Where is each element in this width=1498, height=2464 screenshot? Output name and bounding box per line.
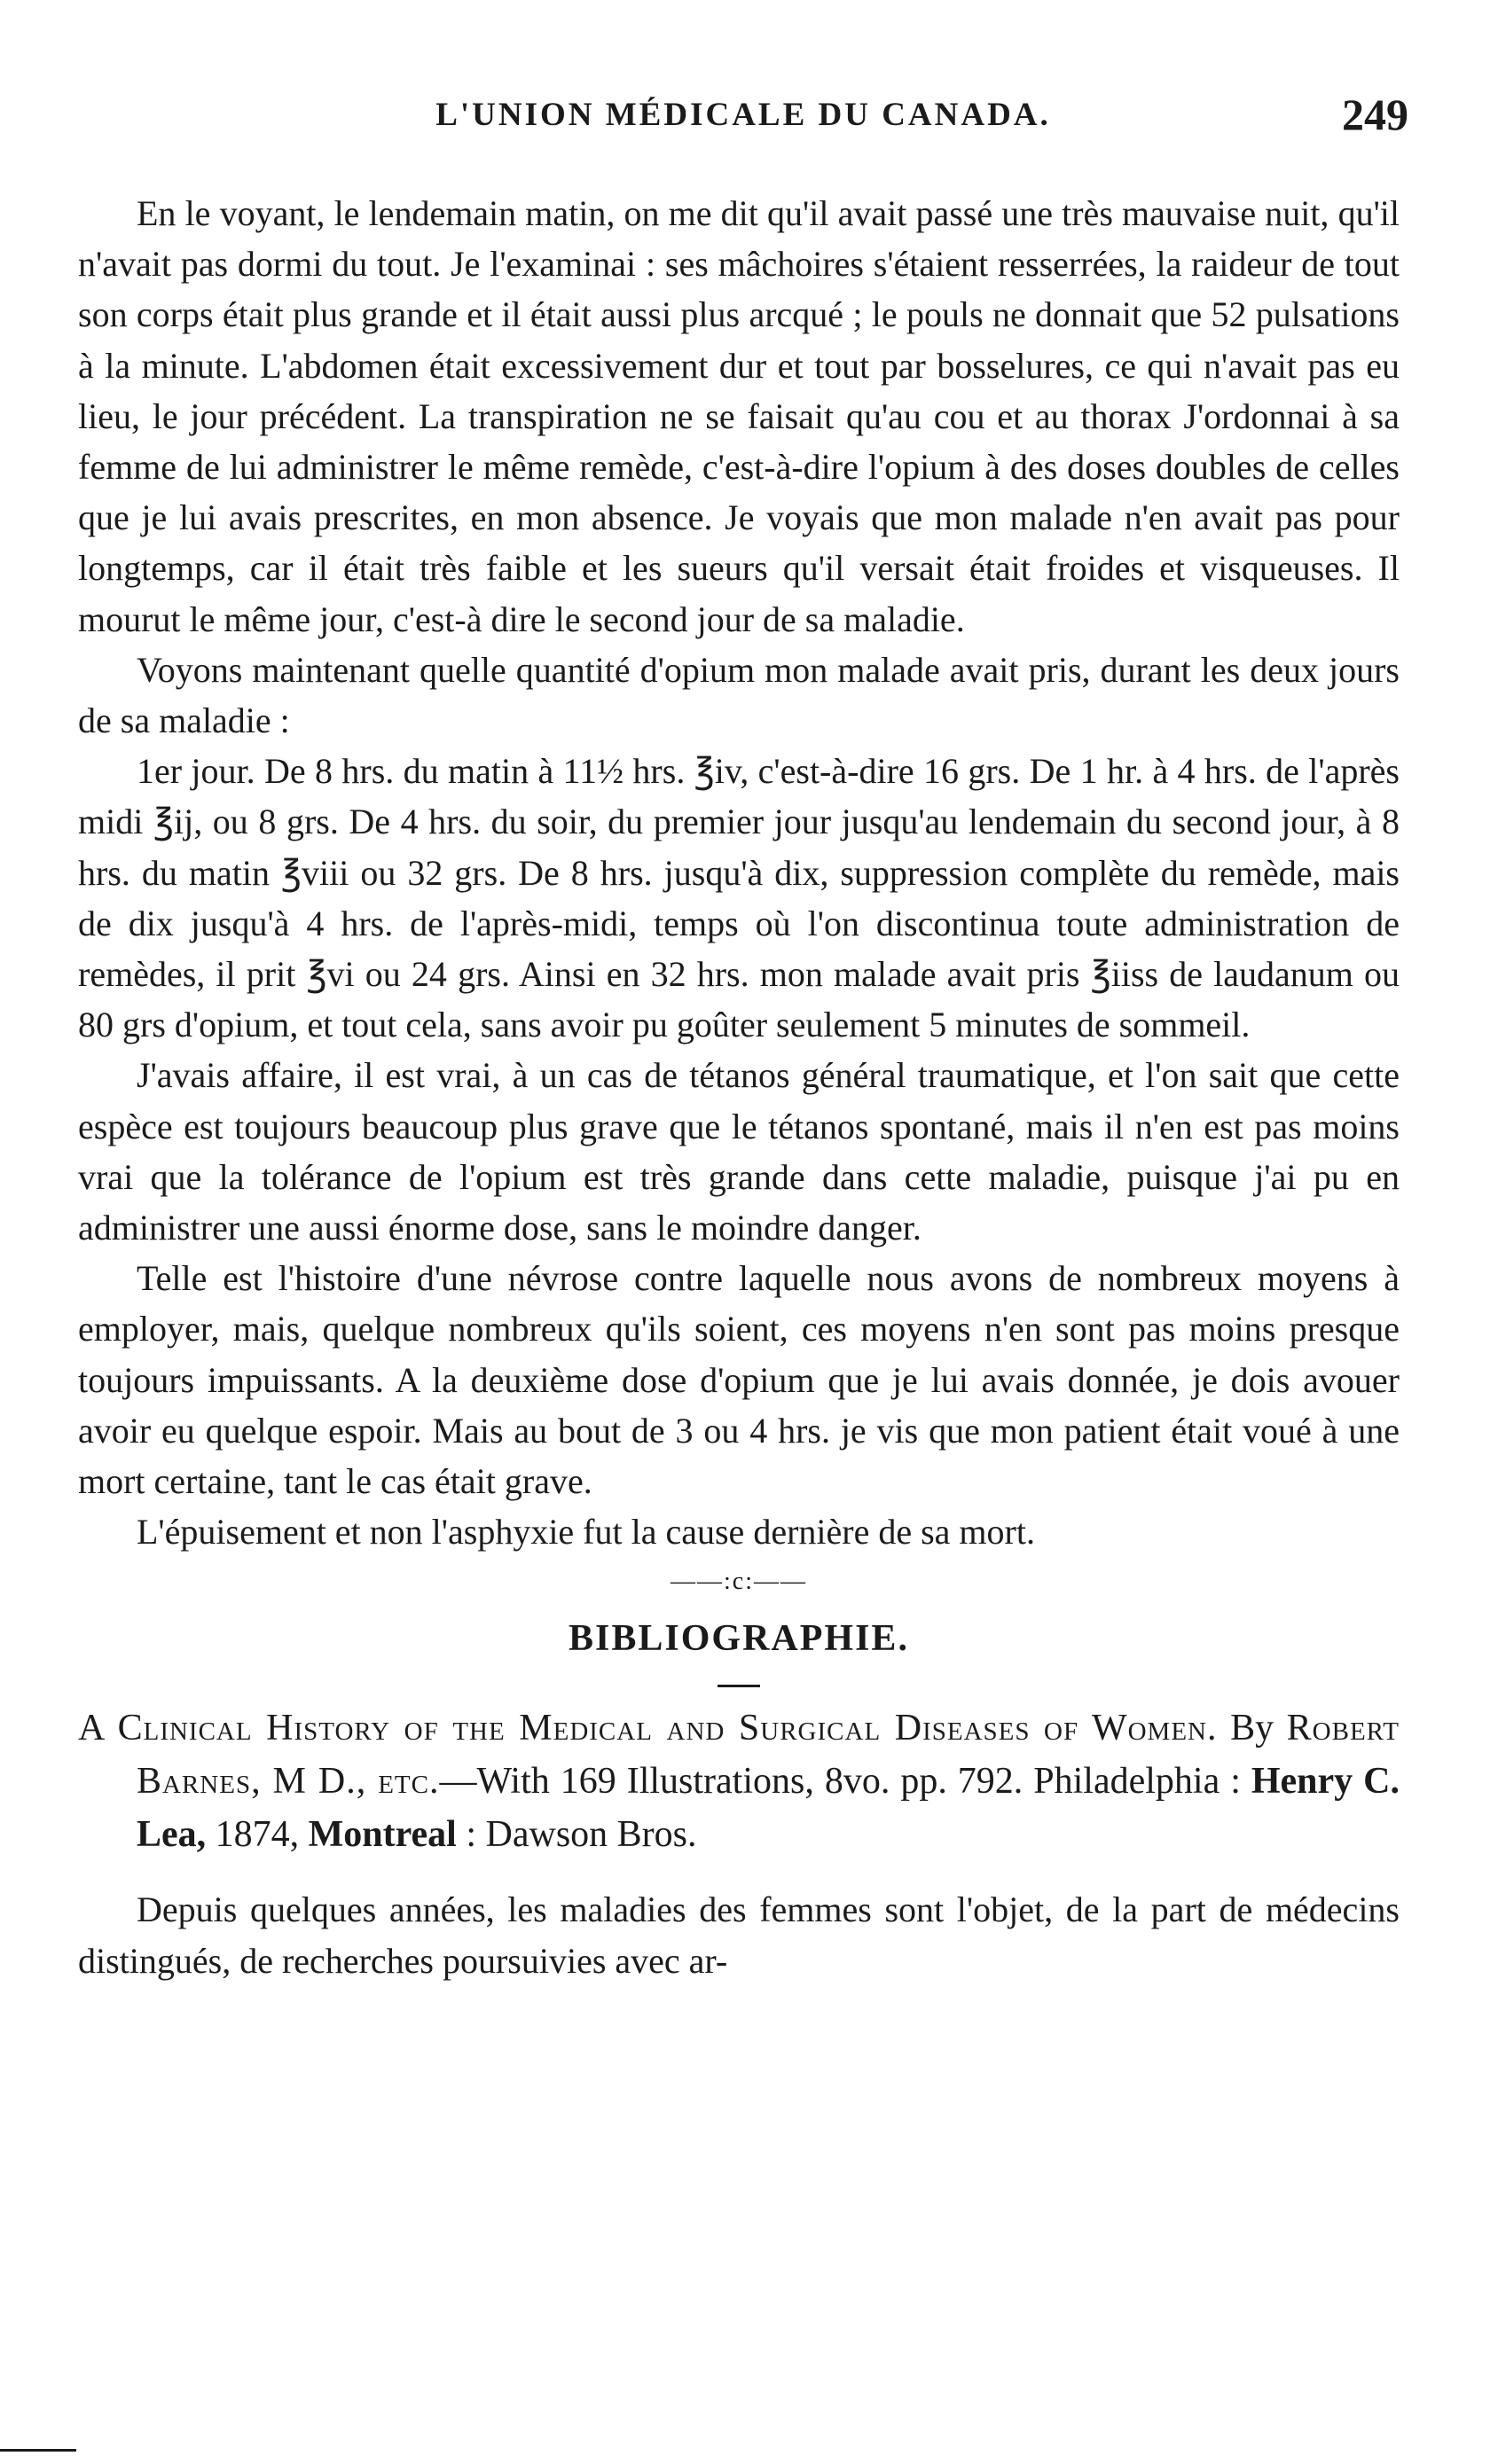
bibliography-entry bbox=[78, 1701, 1400, 1861]
section-heading-bibliography: BIBLIOGRAPHIE. bbox=[569, 1618, 909, 1660]
heading-rule bbox=[718, 1685, 760, 1687]
book-details: —With 169 Illustrations, 8vo. pp. 792. Philadelphia : bbox=[439, 1761, 1241, 1803]
paragraph-tetanus-tolerance: J'avais affaire, il est vrai, à un cas de tétanos général traumatique, et l'on sait que cette espèce est toujours beaucoup plus grave que le tétanos spontané, mais il n'en est pas moins vrai que la tolérance de l'opium est très grande dans cette maladie, puisque j'ai pu en administrer une aussi énorme dose, sans le moindre danger. bbox=[78, 1055, 1400, 1248]
journal-title: L'UNION MÉDICALE DU CANADA. bbox=[435, 97, 1051, 133]
paragraph-review-opening: Depuis quelques années, les maladies des femmes sont l'objet, de la part de médecins distingués, de recherches poursuivies avec ar- bbox=[78, 1889, 1400, 1981]
book-city: Montreal bbox=[308, 1814, 457, 1856]
book-publisher: Henry C. Lea, bbox=[137, 1761, 1400, 1856]
book-year: 1874, bbox=[215, 1814, 300, 1856]
scan-edge-mark bbox=[0, 2449, 76, 2452]
paragraph-neurosis-history: Telle est l'histoire d'une névrose contre laquelle nous avons de nombreux moyens à employer, mais, quelque nombreux qu'ils soient, ces moyens n'en sont pas moins presque toujours impuissants. A la deuxième dose d'opium que je lui avais donnée, je dois avouer avoir eu quelque espoir. Mais au bout de 3 ou 4 hrs. je vis que mon patient était voué à une mort certaine, tant le cas était grave. bbox=[78, 1258, 1400, 1502]
paragraph-case-second-day: En le voyant, le lendemain matin, on me dit qu'il avait passé une très mauvaise nuit, qu'il n'avait pas dormi du tout. Je l'examinai : ses mâchoires s'étaient resserrées, la raideur de tout son corps était plus grande et il était aussi plus arcqué ; le pouls ne donnait que 52 pulsations à la minute. L'abdomen était excessivement dur et tout par bosselures, ce qui n'avait pas eu lieu, le jour précédent. La transpiration ne se faisait qu'au cou et au thorax J'ordonnai à sa femme de lui administrer le même remède, c'est-à-dire l'opium à des doses doubles de celles que je lui avais prescrites, en mon absence. Je voyais que mon malade n'en avait pas pour longtemps, car il était très faible et les sueurs qu'il versait était froides et visqueuses. Il mourut le même jour, c'est-à dire le second jour de sa maladie. bbox=[78, 193, 1400, 639]
paragraph-opium-doses: 1er jour. De 8 hrs. du matin à 11½ hrs. ℥iv, c'est-à-dire 16 grs. De 1 hr. à 4 hrs. de l'après midi ℥ij, ou 8 grs. De 4 hrs. du soir, du premier jour jusqu'au lendemain du second jour, à 8 hrs. du matin ℥viii ou 32 grs. De 8 hrs. jusqu'à dix, suppression complète du remède, mais de dix jusqu'à 4 hrs. de l'après-midi, temps où l'on discontinua toute administration de remèdes, il prit ℥vi ou 24 grs. Ainsi en 32 hrs. mon malade avait pris ℥iiss de laudanum ou 80 grs d'opium, et tout cela, sans avoir pu goûter seulement 5 minutes de sommeil. bbox=[78, 751, 1400, 1045]
article-body bbox=[78, 188, 1400, 1986]
book-distributor: : Dawson Bros. bbox=[466, 1814, 697, 1856]
book-title: A Clinical History of the Medical and Surgical Diseases of Women. bbox=[78, 1708, 1218, 1749]
book-by: By bbox=[1230, 1708, 1274, 1749]
book-author: Robert Barnes, M D., etc. bbox=[137, 1708, 1400, 1803]
spacer bbox=[78, 1861, 1400, 1884]
page-number: 249 bbox=[1342, 90, 1408, 139]
paragraph-cause-of-death: L'épuisement et non l'asphyxie fut la cause dernière de sa mort. bbox=[137, 1512, 1035, 1553]
running-head bbox=[78, 89, 1408, 151]
paragraph-opium-intro: Voyons maintenant quelle quantité d'opium mon malade avait pris, durant les deux jours de sa maladie : bbox=[78, 649, 1400, 741]
section-divider: ——:c:—— bbox=[671, 1568, 807, 1596]
